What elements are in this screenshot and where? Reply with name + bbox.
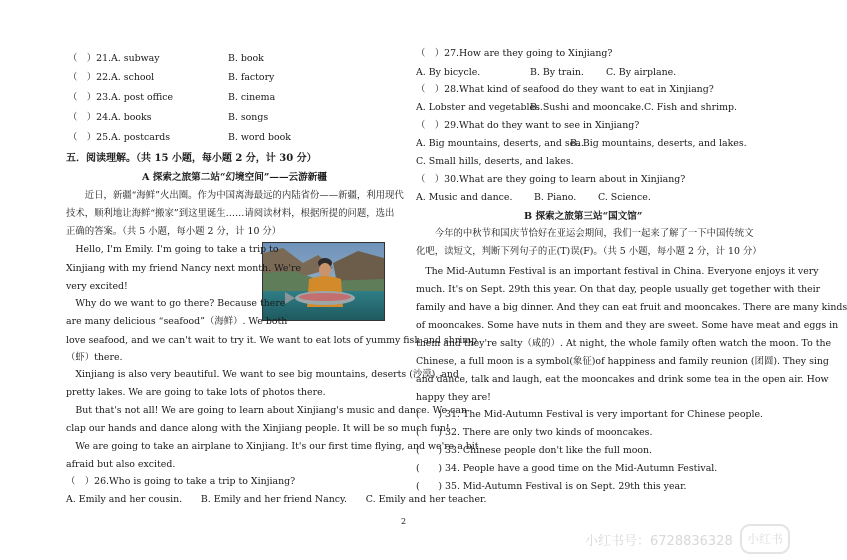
question-29-c: C. Small hills, deserts, and lakes. bbox=[416, 156, 574, 167]
passage-b-line: happy they are! bbox=[416, 392, 491, 403]
question-27-c: C. By airplane. bbox=[606, 67, 677, 78]
passage-line: Why do we want to go there? Because there bbox=[66, 298, 286, 309]
question-30-a: A. Music and dance. bbox=[416, 192, 513, 203]
passage-line: very excited! bbox=[66, 281, 128, 292]
question-28-a: A. Lobster and vegetables. bbox=[416, 102, 543, 113]
question-29: （ ）29.What do they want to see in Xinjiang? bbox=[416, 120, 640, 131]
passage-b-line: them and they're salty（咸的）. At night, the whole family often watch the moon. To the bbox=[416, 338, 832, 349]
question-28-b: B. Sushi and mooncake. bbox=[530, 102, 645, 113]
passage-line: Hello, I'm Emily. I'm going to take a trip to bbox=[66, 244, 279, 255]
option-22: （ ）22.A. school bbox=[68, 72, 155, 83]
passage-line: love seafood, and we can't wait to try it. We want to eat lots of yummy fish and shrimp bbox=[66, 335, 478, 346]
intro-b-line: 今年的中秋节和国庆节恰好在亚运会期间，我们一起来了解了一下中国传统文 bbox=[416, 228, 754, 239]
option-24-b: B. songs bbox=[228, 112, 269, 123]
intro-b-line: 化吧，读短文，判断下列句子的正(T)误(F)。（共 5 小题，每小题 2 分，计 10 分） bbox=[416, 246, 762, 257]
option-24: （ ）24.A. books bbox=[68, 112, 152, 123]
question-30-c: C. Science. bbox=[598, 192, 651, 203]
intro-line: 近日，新疆“海鲜”火出圈。作为中国离海最远的内陆省份——新疆，利用现代 bbox=[66, 190, 404, 201]
passage-line: But that's not all! We are going to learn about Xinjiang's music and dance. We can bbox=[66, 405, 467, 416]
passage-line: are many delicious “seafood”（海鲜）. We both bbox=[66, 316, 288, 327]
option-25-b: B. word book bbox=[228, 132, 291, 143]
page-number: 2 bbox=[401, 517, 407, 526]
question-28: （ ）28.What kind of seafood do they want to eat in Xinjiang? bbox=[416, 84, 714, 95]
passage-b-line: Chinese, a full moon is a symbol(象征)of happiness and family reunion (团圆). They sing bbox=[416, 356, 829, 367]
subtitle-b: B 探索之旅第三站“国文馆” bbox=[524, 211, 643, 222]
option-25: （ ）25.A. postcards bbox=[68, 132, 171, 143]
question-26-options: A. Emily and her cousin. B. Emily and her friend Nancy. C. Emily and her teacher. bbox=[66, 494, 487, 505]
watermark-text: 小红书号：6728836328 bbox=[585, 534, 733, 549]
question-26: （ ）26.Who is going to take a trip to Xinjiang? bbox=[66, 476, 296, 487]
question-27-b: B. By train. bbox=[530, 67, 584, 78]
passage-line: clap our hands and dance along with the Xinjiang people. It will be so much fun! bbox=[66, 423, 450, 434]
passage-line: afraid but also excited. bbox=[66, 459, 176, 470]
option-23: （ ）23.A. post office bbox=[68, 92, 174, 103]
question-27-a: A. By bicycle. bbox=[416, 67, 481, 78]
passage-b-line: family and have a big dinner. And they can eat fruit and mooncakes. There are many kinds bbox=[416, 302, 847, 313]
option-21-b: B. book bbox=[228, 53, 264, 64]
passage-line: Xinjiang with my friend Nancy next month. We're bbox=[66, 263, 302, 274]
tf-35: ( ) 35. Mid-Autumn Festival is on Sept. 29th this year. bbox=[416, 481, 687, 492]
watermark-logo: 小红书 bbox=[740, 524, 790, 554]
intro-line: 技术，顺利地让海鲜“搬家”到这里诞生……请阅读材料，根据所提的问题，选出 bbox=[66, 208, 395, 219]
tf-33: ( ) 33. Chinese people don't like the full moon. bbox=[416, 445, 653, 456]
option-23-b: B. cinema bbox=[228, 92, 276, 103]
passage-b-line: The Mid-Autumn Festival is an important festival in China. Everyone enjoys it very bbox=[416, 266, 819, 277]
subtitle-a: A 探索之旅第二站“幻境空间”——云游新疆 bbox=[142, 172, 327, 183]
passage-line: pretty lakes. We are going to take lots of photos there. bbox=[66, 387, 326, 398]
option-21: （ ）21.A. subway bbox=[68, 53, 160, 64]
passage-line: （虾）there. bbox=[66, 352, 123, 363]
question-30: （ ）30.What are they going to learn about in Xinjiang? bbox=[416, 174, 686, 185]
question-29-a: A. Big mountains, deserts, and sea. bbox=[416, 138, 584, 149]
tf-32: ( ) 32. There are only two kinds of mooncakes. bbox=[416, 427, 653, 438]
intro-line: 正确的答案。（共 5 小题，每小题 2 分，计 10 分） bbox=[66, 226, 282, 237]
passage-b-line: of mooncakes. Some have nuts in them and they are sweet. Some have meat and eggs in bbox=[416, 320, 839, 331]
question-29-b: B. Big mountains, deserts, and lakes. bbox=[570, 138, 747, 149]
question-27: （ ）27.How are they going to Xinjiang? bbox=[416, 48, 613, 59]
passage-b-line: much. It's on Sept. 29th this year. On that day, people usually get together with their bbox=[416, 284, 821, 295]
passage-line: We are going to take an airplane to Xinjiang. It's our first time flying, and we're a bit bbox=[66, 441, 479, 452]
passage-line: Xinjiang is also very beautiful. We want to see big mountains, deserts (沙漠), and bbox=[66, 369, 459, 380]
tf-34: ( ) 34. People have a good time on the Mid-Autumn Festival. bbox=[416, 463, 718, 474]
option-22-b: B. factory bbox=[228, 72, 275, 83]
question-28-c: C. Fish and shrimp. bbox=[644, 102, 737, 113]
tf-31: ( ) 31. The Mid-Autumn Festival is very important for Chinese people. bbox=[416, 409, 764, 420]
passage-b-line: and dance, talk and laugh, eat the mooncakes and drink some tea in the open air. How bbox=[416, 374, 829, 385]
section-title: 五．阅读理解。（共 15 小题，每小题 2 分，计 30 分） bbox=[66, 153, 317, 164]
question-30-b: B. Piano. bbox=[534, 192, 577, 203]
